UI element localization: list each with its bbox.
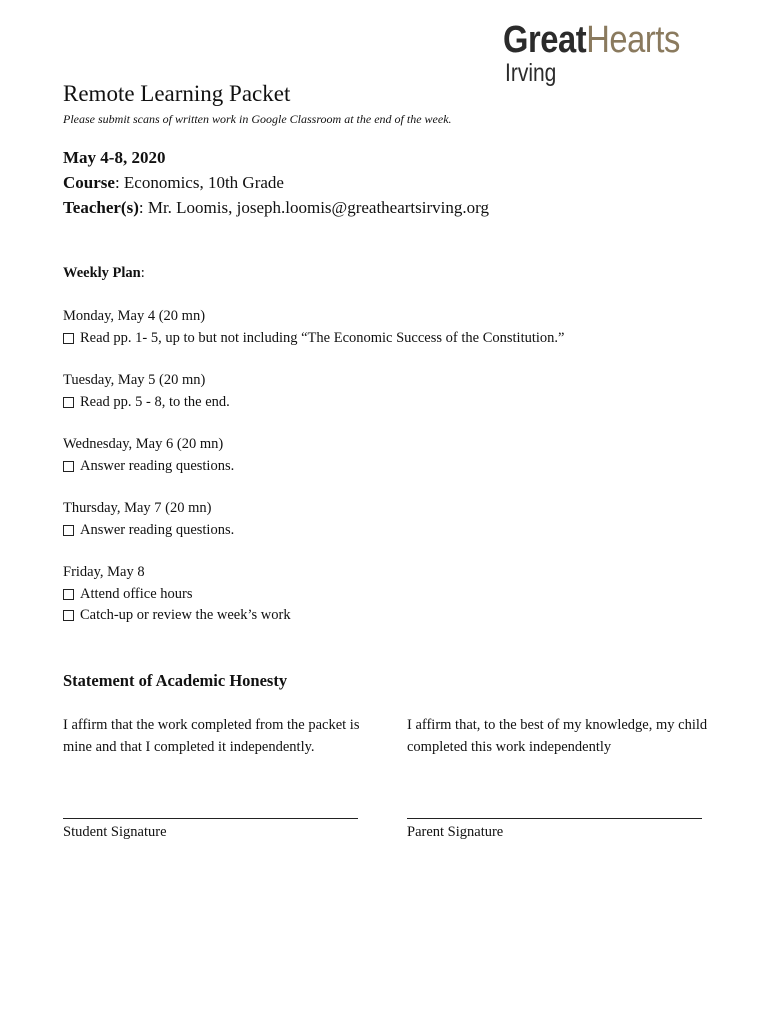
day-thursday: Thursday, May 7 (20 mn) bbox=[63, 500, 212, 516]
task-item[interactable] bbox=[63, 606, 291, 624]
weekly-plan-colon: : bbox=[140, 265, 145, 281]
task-label: Attend office hours bbox=[80, 586, 193, 602]
task-item[interactable] bbox=[63, 585, 192, 603]
teacher-label: Teacher(s) bbox=[63, 198, 139, 217]
day-monday: Monday, May 4 (20 mn) bbox=[63, 308, 206, 324]
task-label: Read pp. 5 - 8, to the end. bbox=[80, 394, 230, 410]
task-label: Read pp. 1- 5, up to but not including “The Economic Success of the Constitution.” bbox=[80, 330, 565, 346]
day-friday: Friday, May 8 bbox=[63, 564, 145, 580]
weekly-plan-heading bbox=[63, 264, 145, 282]
page-subtitle: Please submit scans of written work in Google Classroom at the end of the week. bbox=[63, 112, 452, 126]
page-title: Remote Learning Packet bbox=[63, 81, 291, 106]
student-affirmation: I affirm that the work completed from the packet is mine and that I completed it independently. bbox=[63, 717, 360, 755]
student-signature-line[interactable] bbox=[63, 818, 358, 819]
teacher-value: : Mr. Loomis, joseph.loomis@greatheartsirving.org bbox=[138, 198, 489, 217]
logo-primary-text: Great bbox=[503, 19, 587, 61]
day-tuesday: Tuesday, May 5 (20 mn) bbox=[63, 372, 206, 388]
task-item[interactable] bbox=[63, 393, 230, 411]
task-label: Answer reading questions. bbox=[80, 522, 235, 538]
student-signature-label: Student Signature bbox=[63, 824, 167, 840]
checkbox-icon[interactable] bbox=[63, 333, 74, 344]
day-wednesday: Wednesday, May 6 (20 mn) bbox=[63, 436, 224, 452]
checkbox-icon[interactable] bbox=[63, 461, 74, 472]
teacher-line bbox=[63, 197, 489, 219]
checkbox-icon[interactable] bbox=[63, 610, 74, 621]
task-item[interactable] bbox=[63, 329, 564, 347]
course-line bbox=[63, 172, 284, 194]
parent-affirmation: I affirm that, to the best of my knowledge, my child completed this work independently bbox=[407, 717, 708, 755]
checkbox-icon[interactable] bbox=[63, 589, 74, 600]
checkbox-icon[interactable] bbox=[63, 397, 74, 408]
honesty-heading: Statement of Academic Honesty bbox=[63, 671, 288, 690]
school-logo bbox=[503, 18, 680, 62]
task-item[interactable] bbox=[63, 521, 234, 539]
course-value: : Economics, 10th Grade bbox=[114, 173, 284, 192]
parent-signature-label: Parent Signature bbox=[407, 824, 504, 840]
checkbox-icon[interactable] bbox=[63, 525, 74, 536]
weekly-plan-label: Weekly Plan bbox=[63, 265, 141, 281]
task-label: Catch-up or review the week’s work bbox=[80, 607, 291, 623]
task-item[interactable] bbox=[63, 457, 234, 475]
parent-signature-line[interactable] bbox=[407, 818, 702, 819]
course-label: Course bbox=[63, 173, 115, 192]
date-range: May 4-8, 2020 bbox=[63, 148, 166, 167]
logo-campus-text: Irving bbox=[505, 59, 557, 87]
task-label: Answer reading questions. bbox=[80, 458, 235, 474]
logo-accent-text: Hearts bbox=[586, 19, 680, 61]
